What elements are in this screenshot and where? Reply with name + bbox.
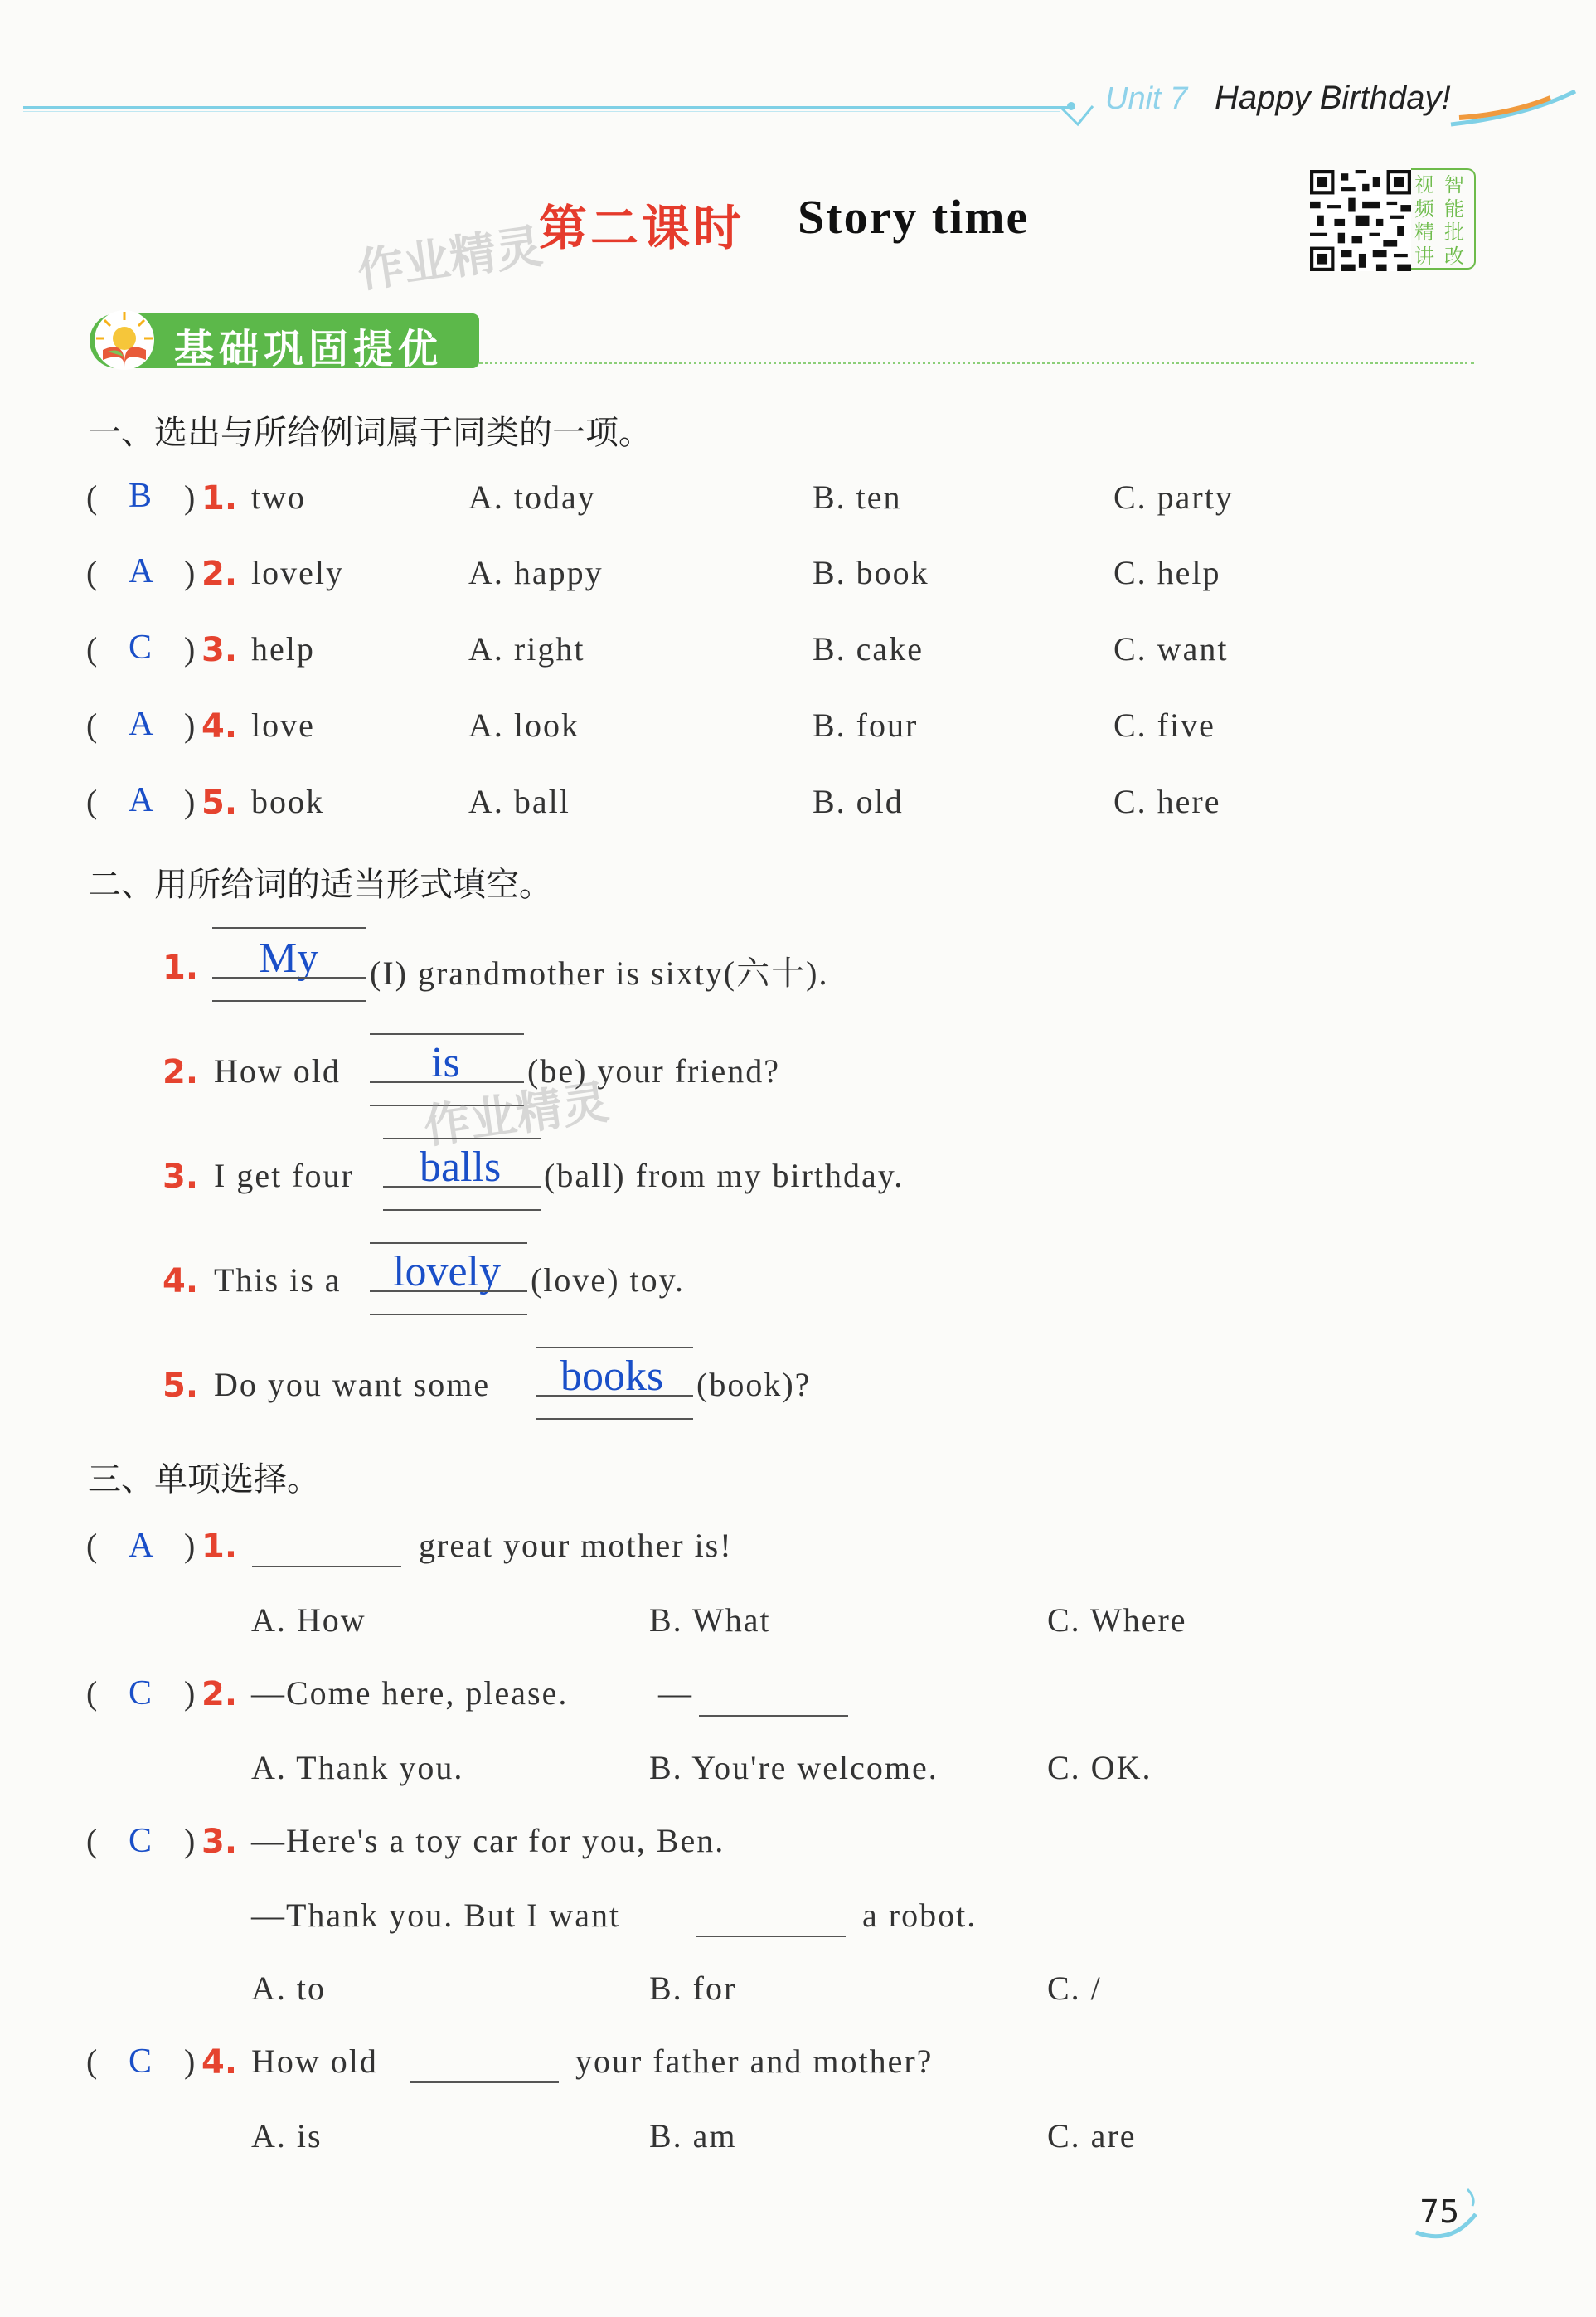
option-c: C. help xyxy=(1113,554,1221,591)
question-number: 4. xyxy=(201,2043,238,2081)
paren-open: ( xyxy=(86,554,98,591)
paren-close: ) xyxy=(184,783,196,820)
blank-guide-bottom xyxy=(370,1314,527,1315)
watermark: 作业精灵 xyxy=(354,219,546,299)
sentence-before: How old xyxy=(214,1052,341,1090)
option-c: C. / xyxy=(1047,1970,1102,2007)
qr-caption-char: 频 xyxy=(1414,197,1434,221)
paren-close: ) xyxy=(184,554,196,591)
qr-caption-char: 改 xyxy=(1444,244,1464,268)
option-a: A. Thank you. xyxy=(251,1749,464,1786)
sentence-after: (love) toy. xyxy=(531,1261,686,1299)
answer-blank xyxy=(696,1936,846,1937)
question-stem-end: your father and mother? xyxy=(575,2043,934,2080)
option-a: A. right xyxy=(468,630,585,668)
option-b: B. ten xyxy=(813,478,902,516)
question-number: 2. xyxy=(163,1053,199,1091)
sun-book-icon xyxy=(93,308,156,372)
sentence-after: (book)? xyxy=(696,1366,812,1403)
blank-guide-bottom xyxy=(383,1209,541,1211)
paren-open: ( xyxy=(86,1527,98,1564)
answer-choice: B xyxy=(129,477,153,515)
option-b: B. You're welcome. xyxy=(649,1749,939,1786)
handwritten-answer: lovely xyxy=(393,1248,501,1295)
qr-caption-char: 能 xyxy=(1444,197,1464,221)
option-a: A. to xyxy=(251,1970,326,2007)
header-rule-thin xyxy=(23,111,1060,112)
reply-dash: — xyxy=(658,1674,693,1712)
answer-choice: C xyxy=(129,629,153,667)
question-stem: How old xyxy=(251,2043,378,2080)
example-word: lovely xyxy=(251,554,344,591)
watermark: 作业精灵 xyxy=(420,1075,613,1155)
paren-close: ) xyxy=(184,1822,196,1859)
question-number: 3. xyxy=(201,631,238,669)
option-c: C. Where xyxy=(1047,1601,1187,1639)
unit-label: Unit 7 xyxy=(1105,81,1188,116)
question-number: 1. xyxy=(201,1528,238,1566)
option-a: A. ball xyxy=(468,783,570,820)
example-word: help xyxy=(251,630,315,668)
unit-title: Happy Birthday! xyxy=(1215,80,1451,116)
option-b: B. for xyxy=(649,1970,737,2007)
sentence-after: (I) grandmother is sixty(六十). xyxy=(370,954,829,992)
sentence-after: (ball) from my birthday. xyxy=(544,1157,905,1194)
lesson-title-cn: 第二课时 xyxy=(539,200,745,256)
handwritten-answer: books xyxy=(560,1353,664,1400)
answer-blank xyxy=(536,1395,693,1397)
answer-blank xyxy=(383,1186,541,1188)
blank-guide-bottom xyxy=(536,1418,693,1420)
part3-heading: 三、单项选择。 xyxy=(88,1460,320,1499)
qr-caption-char: 智 xyxy=(1444,173,1464,197)
blank-guide-bottom xyxy=(212,1000,366,1002)
answer-blank xyxy=(370,1290,527,1292)
option-a: A. look xyxy=(468,707,580,744)
page-number: 75 xyxy=(1419,2193,1460,2230)
question-number: 4. xyxy=(163,1262,199,1300)
question-stem: —Come here, please. xyxy=(251,1674,569,1712)
answer-blank xyxy=(212,977,366,979)
paren-open: ( xyxy=(86,2043,98,2080)
handwritten-answer: is xyxy=(431,1039,460,1086)
option-c: C. want xyxy=(1113,630,1229,668)
example-word: love xyxy=(251,707,315,744)
blank-guide-top xyxy=(383,1138,541,1139)
option-c: C. five xyxy=(1113,707,1215,744)
paren-open: ( xyxy=(86,707,98,744)
option-a: A. today xyxy=(468,478,596,516)
sentence-after: (be) your friend? xyxy=(527,1052,780,1090)
section-title: 基础巩固提优 xyxy=(174,326,444,372)
qr-caption-char: 视 xyxy=(1414,173,1434,197)
question-number: 1. xyxy=(201,479,238,517)
paren-open: ( xyxy=(86,478,98,516)
question-stem: —Here's a toy car for you, Ben. xyxy=(251,1822,725,1859)
question-number: 5. xyxy=(163,1367,199,1405)
option-a: A. How xyxy=(251,1601,366,1639)
paren-close: ) xyxy=(184,1527,196,1564)
option-c: C. here xyxy=(1113,783,1221,820)
option-c: C. are xyxy=(1047,2117,1137,2154)
option-b: B. cake xyxy=(813,630,924,668)
sentence-before: Do you want some xyxy=(214,1366,491,1403)
section-dotted-rule xyxy=(479,362,1474,364)
answer-blank xyxy=(252,1566,401,1567)
answer-choice: C xyxy=(129,2043,153,2081)
paren-open: ( xyxy=(86,783,98,820)
sentence-before: I get four xyxy=(214,1157,354,1194)
answer-choice: A xyxy=(129,705,154,743)
option-b: B. old xyxy=(813,783,904,820)
qr-caption-char: 精 xyxy=(1414,221,1434,244)
question-number: 5. xyxy=(201,784,238,822)
handwritten-answer: balls xyxy=(420,1144,502,1191)
question-stem-line2-end: a robot. xyxy=(862,1897,977,1934)
answer-choice: A xyxy=(129,781,154,819)
question-number: 2. xyxy=(201,1675,238,1713)
answer-choice: C xyxy=(129,1674,153,1712)
question-number: 3. xyxy=(163,1158,199,1196)
paren-open: ( xyxy=(86,630,98,668)
handwritten-answer: My xyxy=(259,935,319,982)
blank-guide-top xyxy=(370,1242,527,1244)
qr-caption-char: 讲 xyxy=(1414,244,1434,268)
paren-close: ) xyxy=(184,707,196,744)
question-number: 2. xyxy=(201,555,238,593)
answer-choice: A xyxy=(129,552,154,590)
option-b: B. four xyxy=(813,707,919,744)
blank-guide-top xyxy=(536,1347,693,1348)
option-b: B. book xyxy=(813,554,929,591)
question-stem: great your mother is! xyxy=(419,1527,733,1564)
qr-caption xyxy=(1411,168,1476,270)
option-c: C. OK. xyxy=(1047,1749,1152,1786)
qr-caption-char: 批 xyxy=(1444,221,1464,244)
sentence-before: This is a xyxy=(214,1261,342,1299)
answer-choice: A xyxy=(129,1527,154,1565)
lesson-title-en: Story time xyxy=(798,190,1030,244)
option-b: B. am xyxy=(649,2117,737,2154)
option-a: A. is xyxy=(251,2117,323,2154)
answer-blank xyxy=(699,1715,848,1717)
option-c: C. party xyxy=(1113,478,1234,516)
option-a: A. happy xyxy=(468,554,604,591)
paren-close: ) xyxy=(184,1674,196,1712)
paren-open: ( xyxy=(86,1674,98,1712)
option-b: B. What xyxy=(649,1601,771,1639)
paren-close: ) xyxy=(184,630,196,668)
question-number: 4. xyxy=(201,707,238,746)
paren-close: ) xyxy=(184,2043,196,2080)
question-number: 3. xyxy=(201,1823,238,1861)
question-number: 1. xyxy=(163,949,199,987)
example-word: book xyxy=(251,783,324,820)
qr-code-icon[interactable] xyxy=(1310,170,1411,271)
blank-guide-top xyxy=(370,1033,524,1035)
example-word: two xyxy=(251,478,306,516)
answer-blank xyxy=(410,2081,559,2083)
header-rule xyxy=(23,106,1068,109)
paren-open: ( xyxy=(86,1822,98,1859)
answer-choice: C xyxy=(129,1822,153,1860)
question-stem-line2: —Thank you. But I want xyxy=(251,1897,621,1934)
part1-heading: 一、选出与所给例词属于同类的一项。 xyxy=(88,414,652,452)
paren-close: ) xyxy=(184,478,196,516)
part2-heading: 二、用所给词的适当形式填空。 xyxy=(88,866,552,904)
blank-guide-top xyxy=(212,927,366,929)
